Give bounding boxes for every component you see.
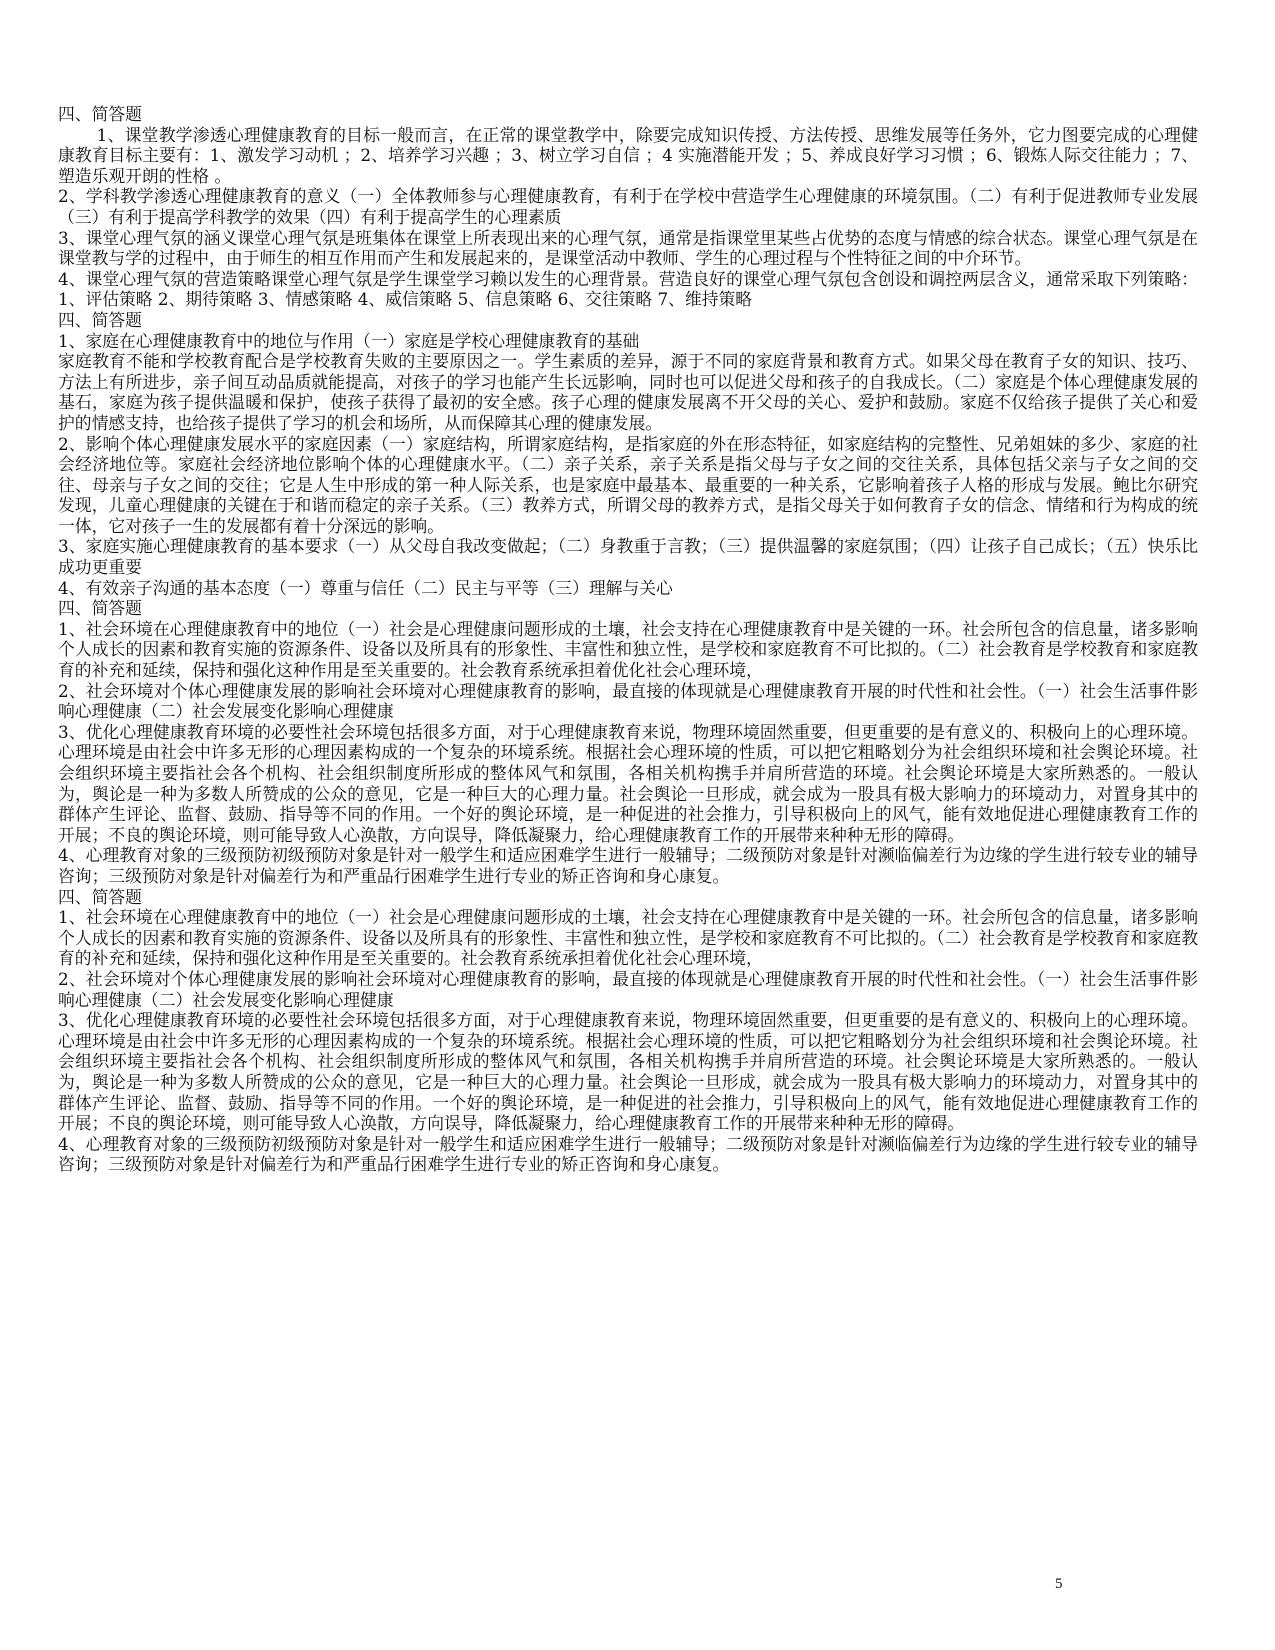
paragraph: 1、课堂教学渗透心理健康教育的目标一般而言，在正常的课堂教学中，除要完成知识传授、方法传授、思维发展等任务外，它力图要完成的心理健康教育目标主要有：1、激发学习动机 ；2、培养学习兴趣 ；3、树立学习自信 ；4 实施潜能开发 ；5、养成良好学习习惯 ；6、锻炼人际交往能力 ；7、塑造乐观开朗的性格 。 (58, 124, 1198, 186)
paragraph: 2、影响个体心理健康发展水平的家庭因素（一）家庭结构，所谓家庭结构，是指家庭的外在形态特征，如家庭结构的完整性、兄弟姐妹的多少、家庭的社会经济地位等。家庭社会经济地位影响个体的心理健康水平。（二）亲子关系，亲子关系是指父母与子女之间的交往关系，具体包括父亲与子女之间的交往、母亲与子女之间的交往；它是人生中形成的第一种人际关系，也是家庭中最基本、最重要的一种关系，它影响着孩子人格的形成与发展。鲍比尔研究发现，儿童心理健康的关键在于和谐而稳定的亲子关系。（三）教养方式，所谓父母的教养方式，是指父母关于如何教育子女的信念、情绪和行为构成的统一体，它对孩子一生的发展都有着十分深远的影响。 (58, 433, 1198, 536)
paragraph: 1、社会环境在心理健康教育中的地位（一）社会是心理健康问题形成的土壤，社会支持在心理健康教育中是关键的一环。社会所包含的信息量，诸多影响个人成长的因素和教育实施的资源条件、设备以及所具有的形象性、丰富性和独立性，是学校和家庭教育不可比拟的。（二）社会教育是学校教育和家庭教育的补充和延续，保持和强化这种作用是至关重要的。社会教育系统承担着优化社会心理环境， (58, 618, 1198, 681)
section-heading: 四、简答题 (58, 104, 142, 124)
paragraph: 1、家庭在心理健康教育中的地位与作用（一）家庭是学校心理健康教育的基础 (58, 330, 640, 351)
paragraph: 2、学科教学渗透心理健康教育的意义（一）全体教师参与心理健康教育，有利于在学校中营造学生心理健康的环境氛围。（二）有利于促进教师专业发展（三）有利于提高学科教学的效果（四）有利于提高学生的心理素质 (58, 186, 1198, 227)
paragraph: 4、心理教育对象的三级预防初级预防对象是针对一般学生和适应困难学生进行一般辅导；二级预防对象是针对濒临偏差行为边缘的学生进行较专业的辅导咨询；三级预防对象是针对偏差行为和严重品行困难学生进行专业的矫正咨询和身心康复。 (58, 1133, 1198, 1175)
paragraph: 1、社会环境在心理健康教育中的地位（一）社会是心理健康问题形成的土壤，社会支持在心理健康教育中是关键的一环。社会所包含的信息量，诸多影响个人成长的因素和教育实施的资源条件、设备以及所具有的形象性、丰富性和独立性，是学校和家庭教育不可比拟的。（二）社会教育是学校教育和家庭教育的补充和延续，保持和强化这种作用是至关重要的。社会教育系统承担着优化社会心理环境， (58, 907, 1198, 969)
section-heading: 四、简答题 (58, 309, 142, 330)
paragraph: 家庭教育不能和学校教育配合是学校教育失败的主要原因之一。学生素质的差异，源于不同的家庭背景和教育方式。如果父母在教育子女的知识、技巧、方法上有所进步，亲子间互动品质就能提高，对孩子的学习也能产生长远影响，同时也可以促进父母和孩子的自我成长。（二）家庭是个体心理健康发展的基石，家庭为孩子提供温暖和保护，使孩子获得了最初的安全感。孩子心理的健康发展离不开父母的关心、爱护和鼓励。家庭不仅给孩子提供了关心和爱护的情感支持，也给孩子提供了学习的机会和场所，从而保障其心理的健康发展。 (58, 351, 1198, 433)
page-number: 5 (1055, 1576, 1063, 1592)
section-heading: 四、简答题 (58, 886, 142, 907)
paragraph: 4、心理教育对象的三级预防初级预防对象是针对一般学生和适应困难学生进行一般辅导；二级预防对象是针对濒临偏差行为边缘的学生进行较专业的辅导咨询；三级预防对象是针对偏差行为和严重品行困难学生进行专业的矫正咨询和身心康复。 (58, 845, 1198, 886)
paragraph: 4、课堂心理气氛的营造策略课堂心理气氛是学生课堂学习赖以发生的心理背景。营造良好的课堂心理气氛包含创设和调控两层含义，通常采取下列策略：1、评估策略 2、期待策略 3、情感策略 4、威信策略 5、信息策略 6、交往策略 7、维持策略 (58, 268, 1198, 310)
paragraph: 2、社会环境对个体心理健康发展的影响社会环境对心理健康教育的影响，最直接的体现就是心理健康教育开展的时代性和社会性。（一）社会生活事件影响心理健康（二）社会发展变化影响心理健康 (58, 968, 1198, 1010)
paragraph: 3、家庭实施心理健康教育的基本要求（一）从父母自我改变做起；（二）身教重于言教；（三）提供温馨的家庭氛围；（四）让孩子自己成长；（五）快乐比成功更重要 (58, 536, 1198, 578)
paragraph: 4、有效亲子沟通的基本态度（一）尊重与信任（二）民主与平等（三）理解与关心 (58, 577, 673, 598)
paragraph: 2、社会环境对个体心理健康发展的影响社会环境对心理健康教育的影响，最直接的体现就是心理健康教育开展的时代性和社会性。（一）社会生活事件影响心理健康（二）社会发展变化影响心理健康 (58, 680, 1198, 722)
paragraph: 3、课堂心理气氛的涵义课堂心理气氛是班集体在课堂上所表现出来的心理气氛，通常是指课堂里某些占优势的态度与情感的综合状态。课堂心理气氛是在课堂教与学的过程中，由于师生的相互作用而产生和发展起来的，是课堂活动中教师、学生的心理过程与个性特征之间的中介环节。 (58, 227, 1198, 269)
paragraph: 3、优化心理健康教育环境的必要性社会环境包括很多方面，对于心理健康教育来说，物理环境固然重要，但更重要的是有意义的、积极向上的心理环境。心理环境是由社会中许多无形的心理因素构成的一个复杂的环境系统。根据社会心理环境的性质，可以把它粗略划分为社会组织环境和社会舆论环境。社会组织环境主要指社会各个机构、社会组织制度所形成的整体风气和氛围，各相关机构携手并肩所营造的环境。社会舆论环境是大家所熟悉的。一般认为，舆论是一种为多数人所赞成的公众的意见，它是一种巨大的心理力量。社会舆论一旦形成，就会成为一股具有极大影响力的环境动力，对置身其中的群体产生评论、监督、鼓励、指导等不同的作用。一个好的舆论环境，是一种促进的社会推力，引导积极向上的风气，能有效地促进心理健康教育工作的开展；不良的舆论环境，则可能导致人心涣散，方向误导，降低凝聚力，给心理健康教育工作的开展带来种种无形的障碍。 (58, 1010, 1198, 1134)
document-body (58, 104, 1198, 1175)
section-heading: 四、简答题 (58, 598, 142, 619)
paragraph: 3、优化心理健康教育环境的必要性社会环境包括很多方面，对于心理健康教育来说，物理环境固然重要，但更重要的是有意义的、积极向上的心理环境。心理环境是由社会中许多无形的心理因素构成的一个复杂的环境系统。根据社会心理环境的性质，可以把它粗略划分为社会组织环境和社会舆论环境。社会组织环境主要指社会各个机构、社会组织制度所形成的整体风气和氛围，各相关机构携手并肩所营造的环境。社会舆论环境是大家所熟悉的。一般认为，舆论是一种为多数人所赞成的公众的意见，它是一种巨大的心理力量。社会舆论一旦形成，就会成为一股具有极大影响力的环境动力，对置身其中的群体产生评论、监督、鼓励、指导等不同的作用。一个好的舆论环境，是一种促进的社会推力，引导积极向上的风气，能有效地促进心理健康教育工作的开展；不良的舆论环境，则可能导致人心涣散，方向误导，降低凝聚力，给心理健康教育工作的开展带来种种无形的障碍。 (58, 721, 1198, 845)
